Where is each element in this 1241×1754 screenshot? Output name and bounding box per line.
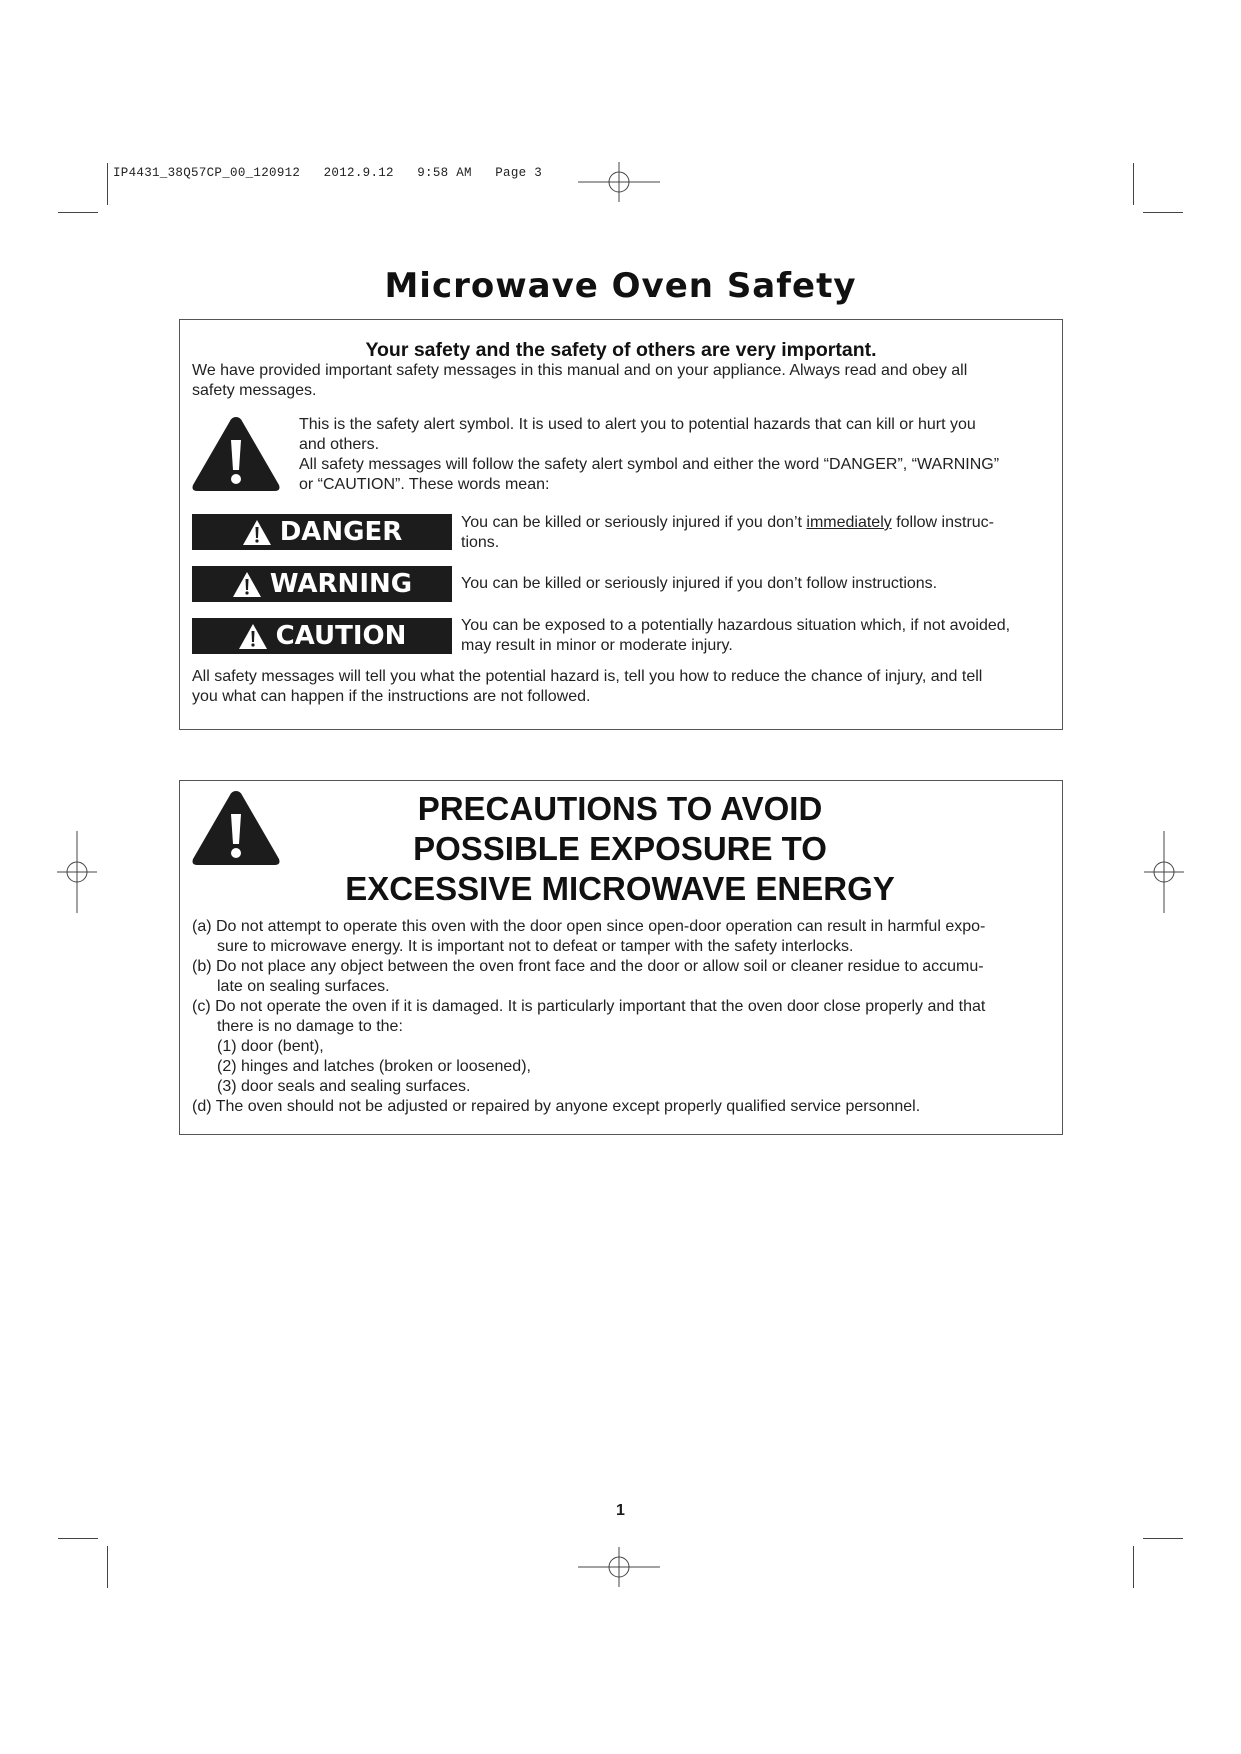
- warning-word: WARNING: [269, 569, 413, 599]
- list-sub-item: (3) door seals and sealing surfaces.: [217, 1078, 471, 1095]
- warning-triangle-icon: [242, 519, 272, 546]
- crop-mark: [1133, 1546, 1134, 1588]
- crop-mark: [1143, 1538, 1183, 1539]
- caution-description: You can be exposed to a potentially hazardous situation which, if not avoided, may result in minor or moderate injury.: [461, 617, 1011, 654]
- precautions-title: PRECAUTIONS TO AVOID POSSIBLE EXPOSURE TO EXCESSIVE MICROWAVE ENERGY: [345, 790, 895, 907]
- registration-mark-icon: [57, 831, 97, 913]
- printer-slug: IP4431_38Q57CP_00_120912 2012.9.12 9:58 AM Page 3: [113, 166, 543, 180]
- list-item: (b) Do not place any object between the oven front face and the door or allow soil or cleaner residue to accumu- late on sealing surfaces.: [192, 958, 984, 995]
- page-title: Microwave Oven Safety: [384, 266, 857, 306]
- safety-alert-icon: [191, 414, 281, 494]
- warning-triangle-icon: [232, 571, 262, 598]
- safety-intro: We have provided important safety messages in this manual and on your appliance. Always read and obey all safety messages.: [192, 362, 968, 399]
- caution-word: CAUTION: [275, 621, 407, 651]
- danger-description: You can be killed or seriously injured if you don’t immediately follow instruc- tions.: [461, 514, 994, 551]
- crop-mark: [58, 1538, 98, 1539]
- warning-label: [192, 566, 452, 602]
- crop-mark: [107, 1546, 108, 1588]
- registration-mark-icon: [578, 162, 660, 202]
- crop-mark: [107, 163, 108, 205]
- crop-mark: [1143, 212, 1183, 213]
- safety-footer: All safety messages will tell you what the potential hazard is, tell you how to reduce the chance of injury, and tell you what can happen if the instructions are not followed.: [192, 668, 983, 705]
- danger-word: DANGER: [279, 517, 403, 547]
- crop-mark: [1133, 163, 1134, 205]
- registration-mark-icon: [1144, 831, 1184, 913]
- registration-mark-icon: [578, 1547, 660, 1587]
- warning-triangle-icon: [238, 623, 268, 650]
- safety-alert-icon: [191, 788, 281, 868]
- safety-symbol-description: This is the safety alert symbol. It is used to alert you to potential hazards that can kill or hurt you and others. All safety messages will follow the safety alert symbol and either the word “DANGER”, “WARNING” or “CAUTION”. These words mean:: [299, 416, 1000, 493]
- crop-mark: [58, 212, 98, 213]
- warning-description: You can be killed or seriously injured if you don’t follow instructions.: [461, 575, 938, 592]
- list-item: (d) The oven should not be adjusted or repaired by anyone except properly qualified service personnel.: [192, 1098, 921, 1115]
- page-number: 1: [616, 1502, 625, 1519]
- safety-heading: Your safety and the safety of others are very important.: [365, 339, 877, 361]
- list-sub-item: (2) hinges and latches (broken or loosened),: [217, 1058, 531, 1075]
- caution-label: [192, 618, 452, 654]
- danger-label: [192, 514, 452, 550]
- list-item: (a) Do not attempt to operate this oven with the door open since open-door operation can result in harmful expo- sure to microwave energy. It is important not to defeat or tamper with the safety interlocks.: [192, 918, 986, 955]
- emphasis-immediately: immediately: [806, 514, 892, 531]
- list-sub-item: (1) door (bent),: [217, 1038, 324, 1055]
- precautions-list: [192, 917, 1052, 1117]
- list-item: (c) Do not operate the oven if it is damaged. It is particularly important that the oven door close properly and that there is no damage to the:: [192, 998, 986, 1035]
